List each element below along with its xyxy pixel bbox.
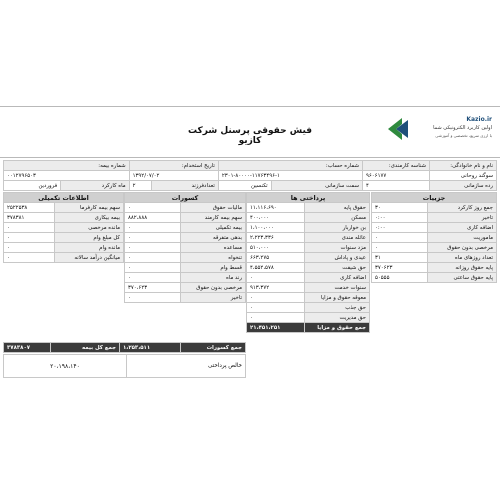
deductions-label: مالیات حقوق — [181, 203, 246, 213]
extra-info-label: کل مبلغ وام — [55, 233, 124, 243]
details-value: ۳۷۰۶۲۳ — [372, 263, 428, 273]
info-label-account: شماره حساب: — [218, 161, 362, 171]
extra-info-value: ۰ — [4, 253, 55, 263]
deductions-table — [124, 192, 246, 303]
deductions-label: تاخیر — [181, 293, 246, 303]
net-pay-table — [3, 354, 246, 378]
details-table — [371, 192, 497, 283]
details-label: تاخیر — [428, 213, 497, 223]
payments-value: ۹۱۳،۳۷۲ — [247, 283, 305, 293]
deductions-row — [125, 203, 246, 213]
extra-info-value: ۰ — [4, 243, 55, 253]
info-label-position: سمت سازمانی — [271, 181, 362, 191]
info-label-name: نام و نام خانوادگی: — [430, 161, 497, 171]
payments-value: ۰ — [247, 293, 305, 303]
deductions-value: ۸۸۲،۸۸۸ — [125, 213, 181, 223]
deductions-label: مرخصی بدون حقوق — [181, 283, 246, 293]
extra-info-label: بیمه بیکاری — [55, 213, 124, 223]
deductions-row — [125, 243, 246, 253]
payments-value: ۰ — [247, 313, 305, 323]
info-value-account: ۲۳۰۱-۸۰۰۰۰-۱۱۷۶۳۴۹۶-۱ — [218, 171, 362, 181]
payments-label: مزد سنوات — [305, 243, 370, 253]
payments-row — [247, 223, 370, 233]
deductions-label: قسط وام — [181, 263, 246, 273]
company-logo — [382, 114, 494, 148]
payments-label: سنوات خدمت — [305, 283, 370, 293]
details-label: تعداد روزهای ماه — [428, 253, 497, 263]
payments-row — [247, 203, 370, 213]
extra-info-value: ۰ — [4, 233, 55, 243]
extra-info-row — [4, 213, 124, 223]
logo-tagline: با ارزی سریع، تخصصی و آموزشی — [435, 133, 492, 138]
payments-row — [247, 233, 370, 243]
details-value: ۰ — [372, 243, 428, 253]
details-row — [372, 263, 497, 273]
details-header: جزییات — [372, 193, 497, 203]
extra-info-row — [4, 253, 124, 263]
deductions-value: ۰ — [125, 253, 181, 263]
payments-label: حق شیفت — [305, 263, 370, 273]
payments-label: اضافه کاری — [305, 273, 370, 283]
deductions-label: بیمه تکمیلی — [181, 223, 246, 233]
extra-info-label: مانده مرخصی — [55, 223, 124, 233]
details-label: پایه حقوق روزانه — [428, 263, 497, 273]
details-label: پایه حقوق ساعتی — [428, 273, 497, 283]
deductions-total-label: جمع کسورات — [181, 343, 246, 353]
deductions-label: رند ماه — [181, 273, 246, 283]
payments-header: پرداختی ها — [247, 193, 370, 203]
extra-info-row — [4, 233, 124, 243]
logo-brand: Kazio.ir — [466, 116, 492, 123]
payments-row — [247, 283, 370, 293]
extra-info-label: سهم بیمه کارفرما — [55, 203, 124, 213]
deductions-header: کسورات — [125, 193, 246, 203]
deductions-total-value: ۱،۲۵۳،۵۱۱ — [120, 343, 181, 353]
info-value-hire-date: ۱۳۹۲/۰۷/۰۲ — [129, 171, 218, 181]
payments-total-value: ۲۱،۴۵۱،۲۵۱ — [247, 323, 305, 333]
deductions-label: تنخواه — [181, 253, 246, 263]
details-label: ماموریت — [428, 233, 497, 243]
details-row — [372, 223, 497, 233]
details-label: جمع روز کارکرد — [428, 203, 497, 213]
deductions-value: ۰ — [125, 263, 181, 273]
details-value: ۵۰۵۵۵ — [372, 273, 428, 283]
deductions-row — [125, 213, 246, 223]
info-label-employee-id: شناسه کارمندی: — [363, 161, 430, 171]
details-row — [372, 243, 497, 253]
logo-slogan: اولین کاربرد الکترونیکی شما — [433, 125, 492, 131]
net-pay-value: ۲۰،۱۹۸،۱۴۰ — [4, 355, 127, 378]
payments-label: حق جذب — [305, 303, 370, 313]
info-value-position: تکنسین — [218, 181, 271, 191]
payments-label: عائله مندی — [305, 233, 370, 243]
payments-label: بن خواربار — [305, 223, 370, 233]
deductions-value: ۰ — [125, 243, 181, 253]
deductions-value: ۰ — [125, 223, 181, 233]
info-value-insurance-no: ۰۰۱۲۷۹۶۵۰۳ — [4, 171, 130, 181]
extra-info-label: میانگین درآمد سالانه — [55, 253, 124, 263]
extra-info-label: مانده وام — [55, 243, 124, 253]
details-row — [372, 273, 497, 283]
deductions-row — [125, 273, 246, 283]
info-value-rank: ۴ — [363, 181, 430, 191]
payments-label: مسکن — [305, 213, 370, 223]
payslip-title: فیش حقوقی پرسنل شرکت کازیو — [187, 126, 313, 146]
details-value: ۰:۰۰ — [372, 223, 428, 233]
payments-row — [247, 293, 370, 303]
insurance-total-label: جمع کل بیمه — [51, 343, 120, 353]
deductions-value: ۰ — [125, 273, 181, 283]
deductions-row — [125, 253, 246, 263]
payments-row — [247, 243, 370, 253]
deductions-value: ۳۷۰،۶۲۳ — [125, 283, 181, 293]
details-value: ۳۰ — [372, 203, 428, 213]
insurance-total-value: ۳۷۸۳۸۰۷ — [4, 343, 51, 353]
payments-label: حقوق پایه — [305, 203, 370, 213]
info-label-month: ماه کارکرد — [61, 181, 129, 191]
totals-table — [3, 342, 246, 353]
logo-arrow-icon — [386, 116, 412, 142]
info-label-children: تعدادفرزند — [151, 181, 218, 191]
deductions-value: ۰ — [125, 203, 181, 213]
payments-total-row — [247, 323, 370, 333]
payments-value: ۱۱،۱۱۶،۶۹۰ — [247, 203, 305, 213]
info-value-month: فروردین — [4, 181, 61, 191]
info-value-name: سوگند روحانی — [430, 171, 497, 181]
deductions-value: ۰ — [125, 293, 181, 303]
payments-value: ۵۱۰،۰۰۰ — [247, 243, 305, 253]
info-value-children: ۲ — [129, 181, 151, 191]
details-label: مرخصی بدون حقوق — [428, 243, 497, 253]
details-row — [372, 253, 497, 263]
details-row — [372, 233, 497, 243]
extra-info-table — [3, 192, 124, 263]
payments-row — [247, 303, 370, 313]
extra-info-value: ۳۷۸۳۸۱ — [4, 213, 55, 223]
details-label: اضافه کاری — [428, 223, 497, 233]
payments-value: ۴،۵۵۲،۵۷۸ — [247, 263, 305, 273]
extra-info-row — [4, 223, 124, 233]
payments-table — [246, 192, 370, 333]
payments-label: عیدی و پاداش — [305, 253, 370, 263]
payments-row — [247, 273, 370, 283]
info-labels-row — [4, 161, 497, 171]
details-value: ۰ — [372, 233, 428, 243]
deductions-value: ۰ — [125, 233, 181, 243]
deductions-row — [125, 263, 246, 273]
payments-total-label: جمع حقوق و مزایا — [305, 323, 370, 333]
payments-value: ۴۰۰،۰۰۰ — [247, 213, 305, 223]
payments-value: ۶۶۳،۲۷۵ — [247, 253, 305, 263]
info-values-row — [4, 171, 497, 181]
payments-row — [247, 313, 370, 323]
info-extra-row — [4, 181, 497, 191]
payments-value: ۲،۲۲۳،۳۳۶ — [247, 233, 305, 243]
deductions-label: سهم بیمه کارمند — [181, 213, 246, 223]
extra-info-value: ۲۵۲۲۵۳۸ — [4, 203, 55, 213]
totals-row — [4, 343, 246, 353]
payments-row — [247, 213, 370, 223]
deductions-row — [125, 283, 246, 293]
info-label-hire-date: تاریخ استخدام: — [129, 161, 218, 171]
net-pay-row — [4, 355, 246, 378]
info-label-insurance-no: شماره بیمه: — [4, 161, 130, 171]
details-value: ۳۱ — [372, 253, 428, 263]
details-row — [372, 213, 497, 223]
payments-value: ۰ — [247, 273, 305, 283]
payments-row — [247, 263, 370, 273]
details-value: ۰:۰۰ — [372, 213, 428, 223]
info-value-employee-id: ۹۶۰۶۱۷۷ — [363, 171, 430, 181]
info-label-rank: رده سازمانی — [430, 181, 497, 191]
deductions-row — [125, 223, 246, 233]
deductions-label: مساعده — [181, 243, 246, 253]
extra-info-value: ۰ — [4, 223, 55, 233]
details-row — [372, 203, 497, 213]
deductions-label: بدهی متفرقه — [181, 233, 246, 243]
extra-info-row — [4, 203, 124, 213]
extra-info-header: اطلاعات تکمیلی — [4, 193, 124, 203]
extra-info-row — [4, 243, 124, 253]
deductions-row — [125, 233, 246, 243]
employee-info-table — [3, 160, 497, 191]
payments-value: ۰ — [247, 303, 305, 313]
payments-label: حق مدیریت — [305, 313, 370, 323]
payments-row — [247, 253, 370, 263]
deductions-row — [125, 293, 246, 303]
payments-label: معوقه حقوق و مزایا — [305, 293, 370, 303]
net-pay-label: خالص پرداختی — [127, 355, 246, 378]
payments-value: ۱،۱۰۰،۰۰۰ — [247, 223, 305, 233]
